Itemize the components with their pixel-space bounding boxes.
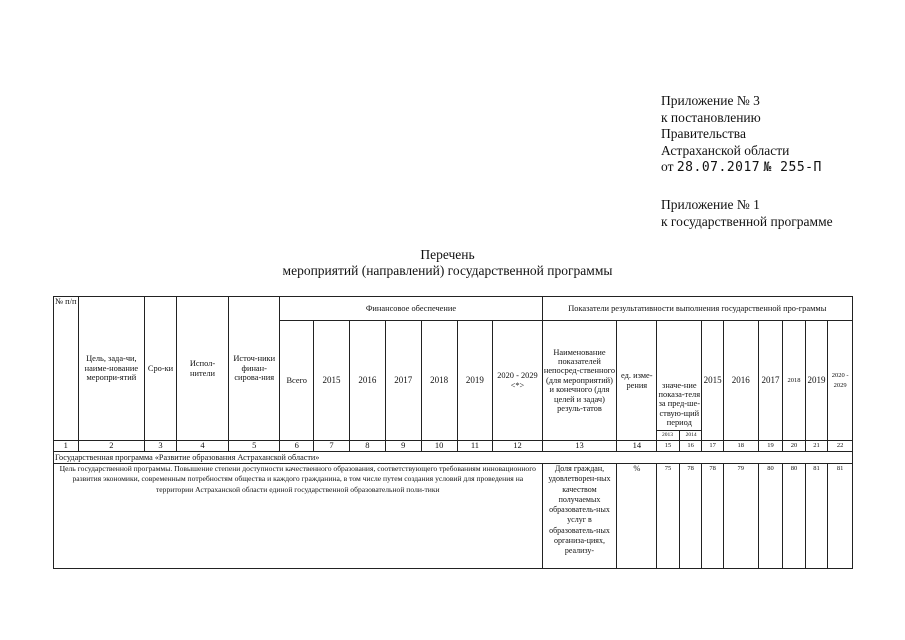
header-year: 2015 [314,321,350,441]
appendix-line: Астраханской области [661,142,790,158]
header-year: 2018 [421,321,457,441]
col-number: 4 [176,441,228,452]
program-row [54,452,853,464]
col-number: 9 [385,441,421,452]
header-year: 2017 [385,321,421,441]
col-number: 1 [54,441,79,452]
perf-year: 2016 [723,321,758,441]
header-year: 2019 [457,321,493,441]
prev-year: 2014 [679,431,702,440]
col-number: 3 [145,441,177,452]
document-title: Перечень [420,247,475,262]
col-number: 13 [542,441,617,452]
col-number: 10 [421,441,457,452]
prev-period-years [657,430,702,440]
appendix-3-block [661,93,822,177]
col-number: 16 [679,441,702,452]
appendix-line: Приложение № 3 [661,93,760,108]
perf-year: 2018 [783,321,806,441]
appendix-line: к постановлению [661,109,761,125]
header-funding-source: Источ-ники финан-сирова-ния [229,297,280,441]
column-number-row [54,441,853,452]
header-unit: ед. изме-рения [617,321,657,441]
header-financing: Финансовое обеспечение [280,297,542,321]
col-number: 6 [280,441,314,452]
header-performance: Показатели результативности выполнения государственной про-граммы [542,297,852,321]
header-total: Всего [280,321,314,441]
col-number: 12 [493,441,542,452]
goal-indicator: Доля граждан, удовлетворен-ных качеством получаемых образователь-ных услуг в образователь-ных организа-циях, реализу- [542,464,617,569]
appendix-line: Приложение № 1 [661,197,760,212]
goal-unit: % [617,464,657,569]
header-year-range: 2020 - 2029 <*> [493,321,542,441]
goal-text: Цель государственной программы. Повышение степени доступности качественного образования, соответствующего требованиям инновационного развития экономики, современным потребностям общества и каждого гражданина, в том числе путем создания условий для проведения на территории Астраханской области единой государственной образовательной поли-тики [54,464,543,569]
goal-value: 78 [702,464,724,569]
col-number: 17 [702,441,724,452]
decree-date: 28.07.2017 [676,160,761,175]
col-number: 19 [758,441,783,452]
goal-value: 81 [828,464,853,569]
appendix-line: Правительства [661,126,746,141]
col-number: 21 [805,441,828,452]
header-prev-period [657,321,702,441]
perf-year: 2019 [805,321,828,441]
perf-year: 2017 [758,321,783,441]
header-executors: Испол-нители [176,297,228,441]
appendix-date-line [661,159,822,177]
perf-year: 2015 [702,321,724,441]
document-subtitle: мероприятий (направлений) государственной программы [282,263,613,278]
goal-value: 79 [723,464,758,569]
col-number: 22 [828,441,853,452]
program-name: Государственная программа «Развитие образования Астраханской области» [54,452,853,464]
goal-value: 78 [679,464,702,569]
col-number: 5 [229,441,280,452]
header-num: № п/п [54,297,79,441]
col-number: 18 [723,441,758,452]
goal-value: 75 [657,464,680,569]
col-number: 15 [657,441,680,452]
header-indicator-name: Наименование показателей непосред-ственного (для мероприятий) и конечного (для целей и задач) резуль-татов [542,321,617,441]
prev-period-label: значе-ние показа-теля за пред-ше-ствую-щий период [658,380,701,428]
col-number: 11 [457,441,493,452]
col-number: 2 [78,441,145,452]
col-number: 7 [314,441,350,452]
goal-row [54,464,853,569]
date-prefix: от [661,159,674,174]
header-terms: Сро-ки [145,297,177,441]
goal-value: 80 [783,464,806,569]
decree-number: № 255-П [763,160,822,175]
goal-value: 80 [758,464,783,569]
appendix-line: к государственной программе [661,213,833,229]
perf-year-range: 2020 - 2029 [828,321,853,441]
goal-value: 81 [805,464,828,569]
appendix-1-block [661,197,833,230]
col-number: 8 [349,441,385,452]
col-number: 14 [617,441,657,452]
prev-year: 2013 [662,431,674,438]
header-goal: Цель, зада-чи, наиме-нование меропри-ятий [78,297,145,441]
measures-table [53,296,853,569]
header-year: 2016 [349,321,385,441]
col-number: 20 [783,441,806,452]
